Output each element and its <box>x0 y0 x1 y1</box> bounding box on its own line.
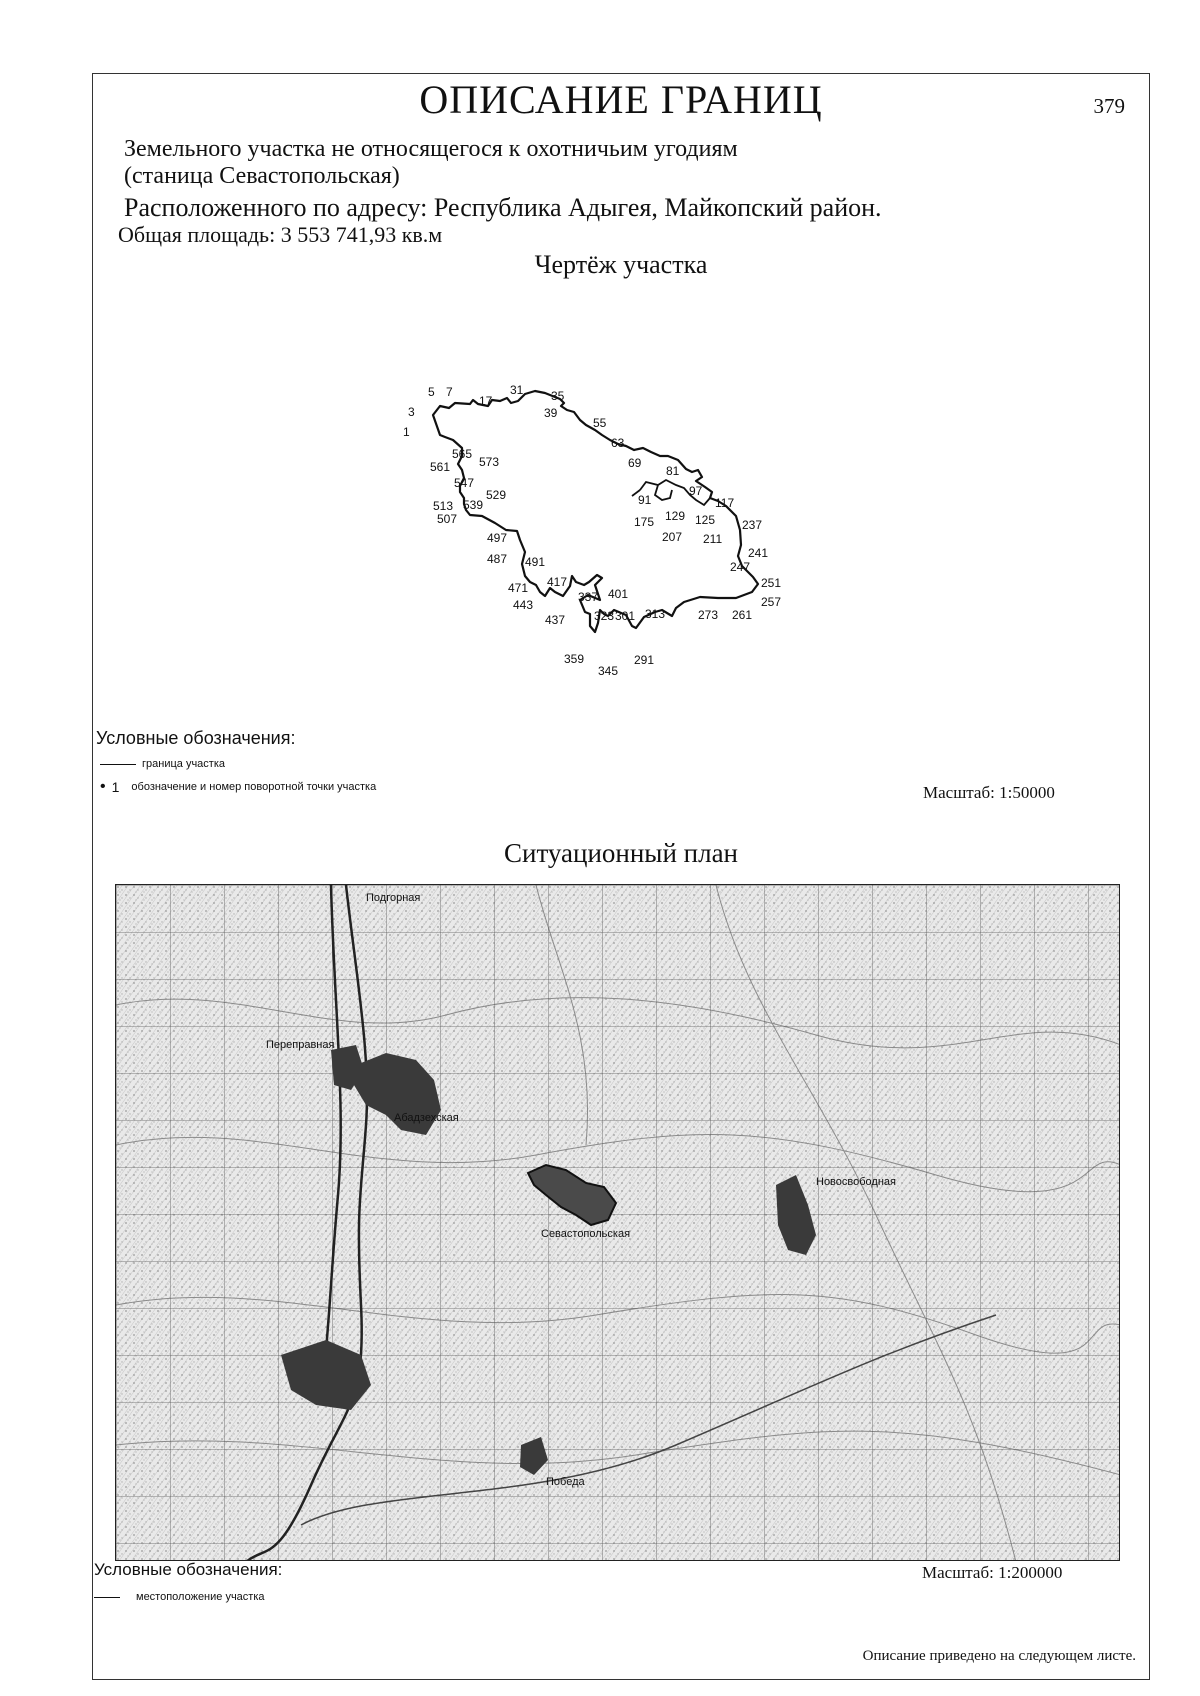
svg-text:547: 547 <box>454 476 475 490</box>
drawing-title: Чертёж участка <box>534 250 708 279</box>
svg-text:117: 117 <box>715 496 735 510</box>
svg-text:211: 211 <box>703 532 723 546</box>
situation-plan-title: Ситуационный план <box>503 838 739 868</box>
svg-text:247: 247 <box>730 560 751 574</box>
svg-text:175: 175 <box>634 515 655 529</box>
parcel-address: Расположенного по адресу: Республика Адыгея, Майкопский район. <box>124 193 882 222</box>
legend-label: местоположение участка <box>136 1591 265 1603</box>
svg-text:125: 125 <box>695 513 716 527</box>
svg-text:471: 471 <box>508 581 529 595</box>
svg-text:241: 241 <box>748 546 769 560</box>
plan-scale: Масштаб: 1:200000 <box>922 1563 1063 1582</box>
svg-text:561: 561 <box>430 460 451 474</box>
svg-text:345: 345 <box>598 664 619 678</box>
svg-text:359: 359 <box>564 652 585 666</box>
svg-text:301: 301 <box>615 609 636 623</box>
parcel-drawing <box>400 370 880 680</box>
map-label: Севастопольская <box>541 1228 631 1240</box>
svg-text:35: 35 <box>551 389 565 403</box>
svg-text:97: 97 <box>689 484 703 498</box>
svg-text:17: 17 <box>479 394 493 408</box>
svg-text:539: 539 <box>463 498 484 512</box>
map-label: Переправная <box>266 1039 335 1051</box>
svg-text:417: 417 <box>547 575 568 589</box>
svg-text:437: 437 <box>545 613 566 627</box>
boundary-line-symbol <box>100 764 136 765</box>
svg-text:207: 207 <box>662 530 683 544</box>
svg-text:3: 3 <box>408 405 415 419</box>
plan-legend-title: Условные обозначения: <box>94 1560 283 1579</box>
svg-text:237: 237 <box>742 518 763 532</box>
svg-text:31: 31 <box>510 383 524 397</box>
svg-text:261: 261 <box>732 608 753 622</box>
svg-text:63: 63 <box>611 436 625 450</box>
svg-text:443: 443 <box>513 598 534 612</box>
map-label: Абадзехская <box>394 1112 459 1124</box>
svg-text:257: 257 <box>761 595 782 609</box>
legend-item-location <box>94 1591 265 1603</box>
map-graphic <box>116 885 1120 1561</box>
svg-text:491: 491 <box>525 555 546 569</box>
svg-text:401: 401 <box>608 587 629 601</box>
svg-text:487: 487 <box>487 552 508 566</box>
svg-text:273: 273 <box>698 608 719 622</box>
svg-text:573: 573 <box>479 455 500 469</box>
footer-note: Описание приведено на следующем листе. <box>862 1648 1136 1664</box>
point-symbol: • <box>100 778 106 795</box>
drawing-legend-title: Условные обозначения: <box>96 728 296 748</box>
svg-text:69: 69 <box>628 456 642 470</box>
map-label: Победа <box>546 1476 585 1488</box>
parcel-description: Земельного участка не относящегося к охотничьим угодиям <box>124 136 738 162</box>
svg-text:55: 55 <box>593 416 607 430</box>
svg-text:129: 129 <box>665 509 686 523</box>
svg-text:497: 497 <box>487 531 508 545</box>
svg-text:81: 81 <box>666 464 680 478</box>
drawing-scale: Масштаб: 1:50000 <box>923 783 1055 802</box>
svg-text:313: 313 <box>645 607 666 621</box>
document-title: ОПИСАНИЕ ГРАНИЦ <box>419 77 823 122</box>
legend-label: граница участка <box>142 758 225 770</box>
legend-item-point <box>100 778 376 796</box>
svg-text:291: 291 <box>634 653 655 667</box>
legend-item-boundary <box>100 758 225 770</box>
parcel-area: Общая площадь: 3 553 741,93 кв.м <box>118 222 443 247</box>
svg-text:91: 91 <box>638 493 652 507</box>
svg-text:323: 323 <box>594 609 615 623</box>
page-number: 379 <box>1093 94 1125 118</box>
svg-text:507: 507 <box>437 512 458 526</box>
svg-text:5: 5 <box>428 385 435 399</box>
situation-map <box>115 884 1120 1561</box>
svg-text:39: 39 <box>544 406 558 420</box>
point-marker: 1 <box>111 779 120 795</box>
svg-text:529: 529 <box>486 488 507 502</box>
parcel-location: (станица Севастопольская) <box>124 163 400 189</box>
location-line-symbol <box>94 1597 120 1598</box>
map-label: Новосвободная <box>816 1176 896 1188</box>
svg-text:7: 7 <box>446 385 453 399</box>
svg-text:337: 337 <box>578 590 599 604</box>
svg-text:1: 1 <box>403 425 410 439</box>
svg-text:565: 565 <box>452 447 473 461</box>
svg-text:513: 513 <box>433 499 454 513</box>
legend-label: обозначение и номер поворотной точки участка <box>131 781 377 793</box>
map-label: Подгорная <box>366 892 421 904</box>
svg-text:251: 251 <box>761 576 782 590</box>
